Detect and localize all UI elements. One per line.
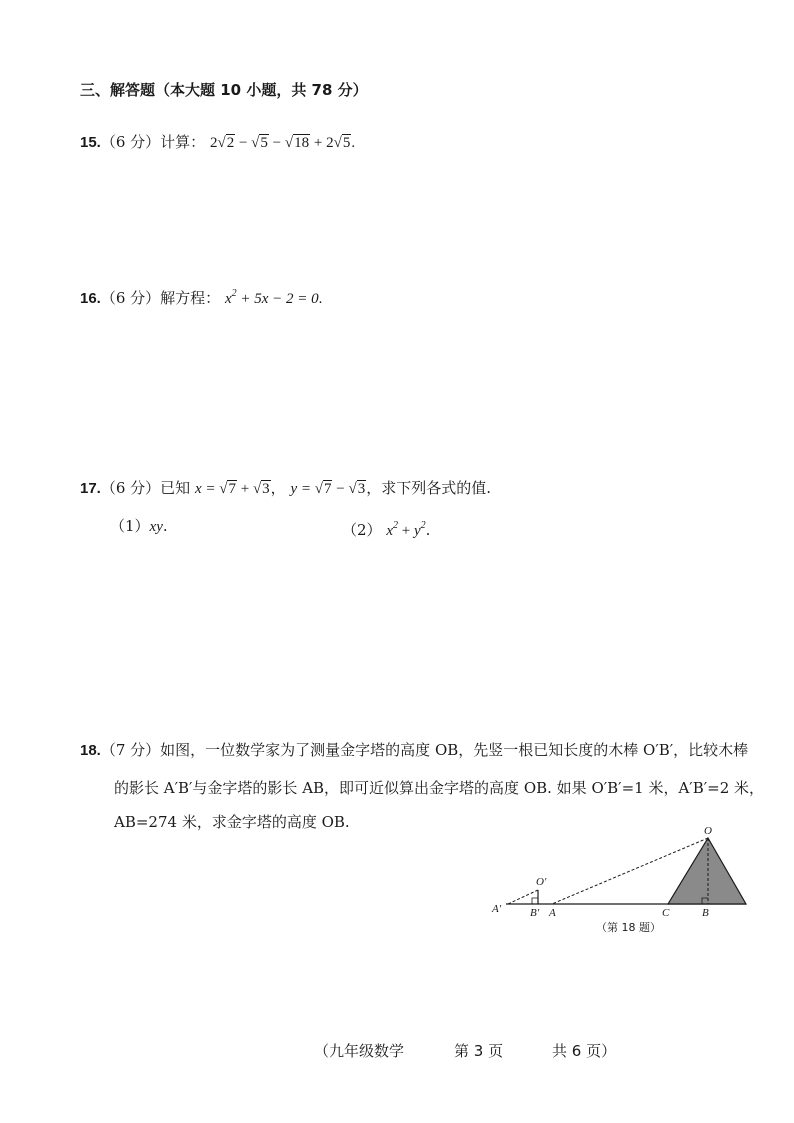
question-prompt: 计算：: [160, 133, 206, 151]
part-label: （2）: [342, 521, 382, 539]
question-number: 18.: [80, 742, 101, 759]
label-c: C: [662, 907, 670, 919]
label-o: O: [704, 825, 712, 837]
expression: 2√2 − √5 − √18 + 2√5.: [209, 135, 356, 151]
question-number: 17.: [80, 480, 101, 497]
ray-o-prime-a-prime: [508, 890, 538, 904]
question-number: 16.: [80, 290, 101, 307]
part-expression: xy: [149, 519, 163, 535]
label-b-prime: B′: [530, 907, 540, 919]
label-a: A: [549, 907, 556, 919]
question-score: （6 分）: [100, 289, 161, 307]
figure-caption: （第 18 题）: [596, 921, 661, 934]
equation: $x^2 + 5x - 2 = 0$.: [224, 288, 323, 307]
right-angle-b-prime: [532, 898, 538, 904]
question-prompt: 已知: [160, 479, 195, 497]
q17-part-1: （1）xy.: [110, 517, 168, 535]
y-definition: y = √7 − √3: [290, 481, 366, 497]
part-expression: $x^2 + y^2$: [386, 520, 426, 539]
label-a-prime: A′: [492, 903, 502, 915]
separator: ，: [270, 479, 286, 497]
question-score: （7 分）: [100, 741, 161, 759]
label-b: B: [702, 907, 709, 919]
question-15: [80, 132, 355, 153]
question-number: 15.: [80, 134, 101, 151]
pyramid-figure: [488, 820, 758, 940]
question-score: （6 分）: [100, 133, 161, 151]
question-text: 如图，一位数学家为了测量金字塔的高度 OB，先竖一根已知长度的木棒 O′B′，比较木棒: [160, 741, 749, 759]
section-title: 三、解答题（本大题 10 小题，共 78 分）: [80, 81, 368, 99]
question-18-line-3: AB=274 米，求金字塔的高度 OB.: [114, 813, 350, 831]
q17-part-2: （2） $x^2 + y^2$.: [342, 520, 431, 539]
pyramid-shape: [668, 838, 746, 904]
question-16: [80, 284, 322, 309]
question-prompt: 解方程：: [160, 289, 221, 307]
footer-total: 共 6 页）: [552, 1042, 617, 1060]
question-tail: ，求下列各式的值.: [366, 479, 491, 497]
question-18-line-1: [80, 740, 748, 761]
part-label: （1）: [110, 517, 150, 535]
label-o-prime: O′: [536, 876, 547, 888]
question-18-line-2: 的影长 A′B′与金字塔的影长 AB，即可近似算出金字塔的高度 OB. 如果 O′B′=1 米，A′B′=2 米，: [114, 779, 765, 797]
footer-page: 第 3 页: [454, 1042, 504, 1060]
question-score: （6 分）: [100, 479, 161, 497]
footer-subject: （九年级数学: [314, 1042, 405, 1060]
question-17: [80, 478, 491, 499]
x-definition: x = √7 + √3: [194, 481, 270, 497]
